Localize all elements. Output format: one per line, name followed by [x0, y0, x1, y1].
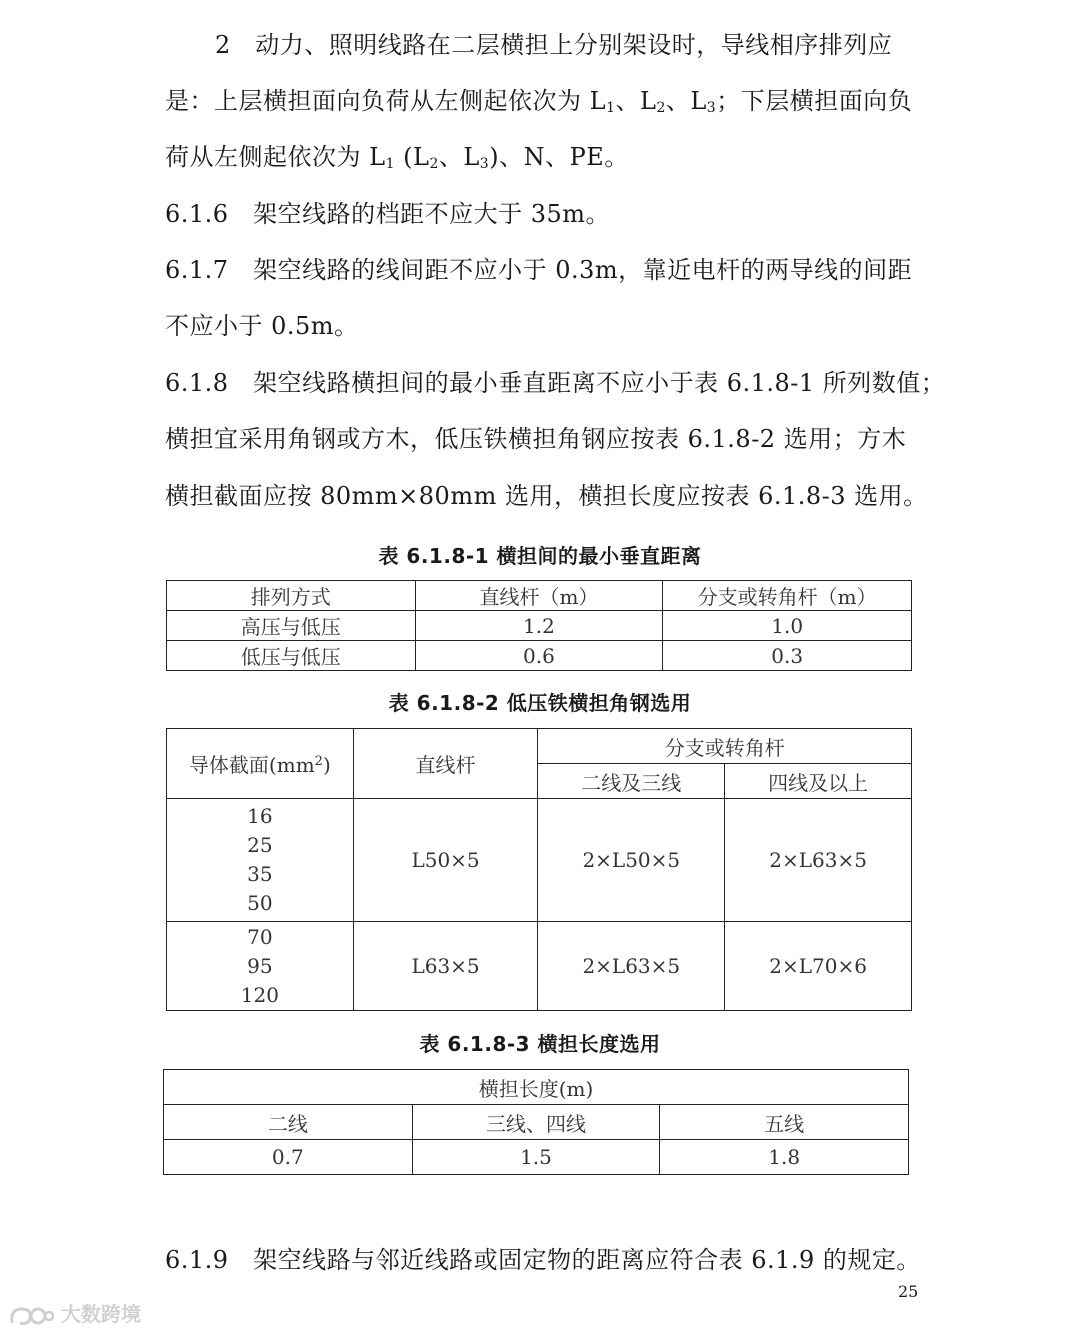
table2-caption: 表 6.1.8-2 低压铁横担角钢选用: [388, 691, 692, 715]
item2-line-3: 荷从左侧起依次为 $L_1$ ($L_2$、$L_3$)、N、PE。: [165, 143, 629, 172]
table1-header-branch: 分支或转角杆（m）: [663, 581, 912, 611]
table-6-1-8-3: [163, 1069, 909, 1175]
table3-title: 横担长度(m): [164, 1070, 909, 1105]
table2-cell: L63×5: [353, 922, 538, 1011]
table2-section-cell: 70 95 120: [167, 922, 354, 1011]
table2-header-straight: 直线杆: [353, 729, 538, 799]
table3-cell: 0.7: [164, 1140, 413, 1175]
table1-cell: 高压与低压: [167, 611, 416, 641]
table2-header-section: 导体截面$(mm^2)$: [167, 729, 354, 799]
watermark-logo-icon: [8, 1303, 54, 1329]
item2-line-2: 是：上层横担面向负荷从左侧起依次为 $L_1$、$L_2$、$L_3$；下层横担面向负: [165, 87, 913, 116]
table1-cell: 1.2: [415, 611, 663, 641]
table1-cell: 0.3: [663, 641, 912, 671]
item2-line-1: 2 动力、照明线路在二层横担上分别架设时，导线相序排列应: [215, 31, 893, 59]
table3-header: 三线、四线: [412, 1105, 660, 1140]
watermark-text: 大数跨境: [60, 1302, 141, 1326]
table2-header-branch: 分支或转角杆: [538, 729, 912, 764]
table3-caption: 表 6.1.8-3 横担长度选用: [419, 1032, 661, 1056]
table1-cell: 低压与低压: [167, 641, 416, 671]
clause-6-1-8-line-1: 6.1.8 架空线路横担间的最小垂直距离不应小于表 6.1.8-1 所列数值；: [165, 369, 946, 397]
clause-6-1-9: 6.1.9 架空线路与邻近线路或固定物的距离应符合表 6.1.9 的规定。: [165, 1246, 921, 1274]
table2-header-two-three: 二线及三线: [538, 764, 725, 799]
table1-header-straight: 直线杆（m）: [415, 581, 663, 611]
table1-header-arrangement: 排列方式: [167, 581, 416, 611]
table2-header-four-plus: 四线及以上: [725, 764, 912, 799]
watermark: [8, 1298, 141, 1329]
clause-6-1-6: 6.1.6 架空线路的档距不应大于 35m。: [165, 200, 610, 228]
clause-6-1-7-line-2: 不应小于 0.5m。: [165, 312, 359, 340]
table-6-1-8-1: [166, 580, 912, 671]
clause-6-1-7-line-1: 6.1.7 架空线路的线间距不应小于 0.3m，靠近电杆的两导线的间距: [165, 256, 913, 284]
table2-section-cell: 16 25 35 50: [167, 799, 354, 922]
table3-cell: 1.8: [660, 1140, 909, 1175]
table-6-1-8-2: [166, 728, 912, 1011]
table2-cell: 2×L63×5: [725, 799, 912, 922]
table3-header: 五线: [660, 1105, 909, 1140]
page-number: 25: [898, 1282, 919, 1301]
table1-cell: 0.6: [415, 641, 663, 671]
table2-cell: L50×5: [353, 799, 538, 922]
table2-cell: 2×L50×5: [538, 799, 725, 922]
table2-cell: 2×L70×6: [725, 922, 912, 1011]
table1-caption: 表 6.1.8-1 横担间的最小垂直距离: [378, 544, 702, 568]
table3-cell: 1.5: [412, 1140, 660, 1175]
clause-6-1-8-line-3: 横担截面应按 80mm×80mm 选用，横担长度应按表 6.1.8-3 选用。: [165, 482, 928, 510]
table1-cell: 1.0: [663, 611, 912, 641]
table3-header: 二线: [164, 1105, 413, 1140]
clause-6-1-8-line-2: 横担宜采用角钢或方木，低压铁横担角钢应按表 6.1.8-2 选用；方木: [165, 425, 907, 453]
table2-cell: 2×L63×5: [538, 922, 725, 1011]
